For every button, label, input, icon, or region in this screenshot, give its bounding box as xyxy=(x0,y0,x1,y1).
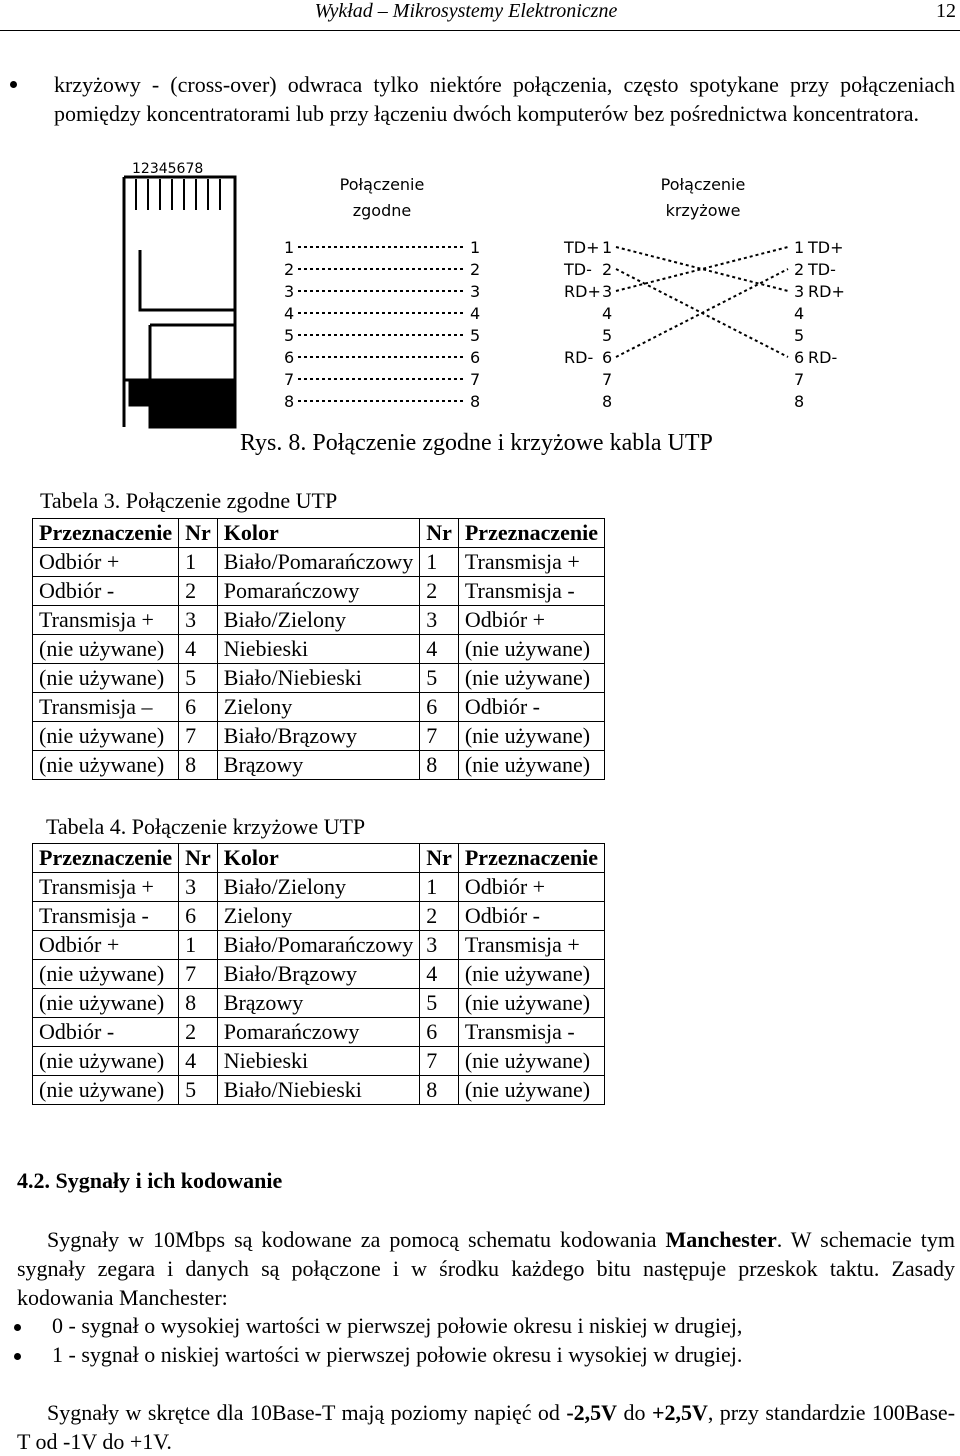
table-cell: (nie używane) xyxy=(458,989,604,1018)
table-cell: 2 xyxy=(420,902,459,931)
pin-label: 4 xyxy=(602,304,613,323)
cross-title-2: krzyżowe xyxy=(665,201,741,220)
signal-label: TD+ xyxy=(808,238,844,257)
table-cell: (nie używane) xyxy=(33,1076,179,1105)
table-row xyxy=(33,1047,605,1076)
pin-label: 5 xyxy=(602,326,613,345)
table-cell: Biało/Niebieski xyxy=(217,664,419,693)
pin-label: 1 xyxy=(794,238,805,257)
manchester-term: Manchester xyxy=(665,1227,777,1252)
table-cell: Pomarańczowy xyxy=(217,1018,419,1047)
table-cell: (nie używane) xyxy=(33,751,179,780)
pin-label: 8 xyxy=(602,392,613,411)
pin-label: 8 xyxy=(470,392,481,411)
table-cell: (nie używane) xyxy=(458,751,604,780)
table-row xyxy=(33,989,605,1018)
table-cell: 2 xyxy=(179,577,218,606)
straight-title-2: zgodne xyxy=(352,201,412,220)
table-cell: 8 xyxy=(179,989,218,1018)
table-cell: 6 xyxy=(420,1018,459,1047)
table-cell: Transmisja + xyxy=(458,931,604,960)
table-row xyxy=(33,902,605,931)
column-header: Nr xyxy=(420,519,459,548)
voltage-low: -2,5V xyxy=(566,1400,618,1425)
table-cell: 1 xyxy=(179,548,218,577)
column-header: Nr xyxy=(420,844,459,873)
table-cell: 2 xyxy=(179,1018,218,1047)
pin-label: 3 xyxy=(284,282,295,301)
table3 xyxy=(32,518,605,780)
cross-title-1: Połączenie xyxy=(660,175,746,194)
table-cell: 7 xyxy=(420,722,459,751)
table-row xyxy=(33,722,605,751)
table-cell: Transmisja + xyxy=(33,606,179,635)
table-cell: Odbiór + xyxy=(33,548,179,577)
page-header xyxy=(0,0,960,40)
paragraph-text: . W schemacie tym sygnały zegara i danych są połączone i w środku każdego bitu następuje przeskok taktu. Zasady kodowania Manchester: xyxy=(17,1227,955,1310)
pin-label: 7 xyxy=(470,370,481,389)
table-cell: Odbiór + xyxy=(33,931,179,960)
header-title: Wykład – Mikrosystemy Elektroniczne xyxy=(314,0,618,22)
table-cell: 8 xyxy=(179,751,218,780)
pin-label: 6 xyxy=(602,348,613,367)
figure-caption: Rys. 8. Połączenie zgodne i krzyżowe kabla UTP xyxy=(240,430,713,456)
section-heading: 4.2. Sygnały i ich kodowanie xyxy=(17,1168,283,1193)
pin-label: 1 xyxy=(284,238,295,257)
table-cell: Biało/Zielony xyxy=(217,873,419,902)
signal-label: RD- xyxy=(808,348,838,367)
table-cell: Odbiór - xyxy=(33,577,179,606)
straight-title-1: Połączenie xyxy=(339,175,425,194)
table-cell: (nie używane) xyxy=(33,1047,179,1076)
column-header: Przeznaczenie xyxy=(458,519,604,548)
paragraph-text: Sygnały w 10Mbps są kodowane za pomocą schematu kodowania xyxy=(47,1227,666,1252)
table-cell: 3 xyxy=(179,606,218,635)
table-cell: 6 xyxy=(420,693,459,722)
table-cell: (nie używane) xyxy=(458,635,604,664)
signal-label: TD+ xyxy=(564,238,600,257)
cross-wiring xyxy=(563,238,845,411)
table-row xyxy=(33,873,605,902)
straight-wiring xyxy=(284,238,480,411)
table-cell: 5 xyxy=(420,664,459,693)
table-cell: (nie używane) xyxy=(33,989,179,1018)
table-cell: 7 xyxy=(420,1047,459,1076)
table-header-row xyxy=(33,844,605,873)
table-cell: Biało/Brązowy xyxy=(217,722,419,751)
table-row xyxy=(33,693,605,722)
table-cell: 3 xyxy=(179,873,218,902)
intro-bullet xyxy=(10,70,955,128)
table-cell: (nie używane) xyxy=(33,722,179,751)
pin-label: 1 xyxy=(470,238,481,257)
table-cell: (nie używane) xyxy=(458,1047,604,1076)
table-cell: Transmisja + xyxy=(33,873,179,902)
pin-label: 7 xyxy=(794,370,805,389)
table-cell: Brązowy xyxy=(217,989,419,1018)
column-header: Przeznaczenie xyxy=(458,844,604,873)
pin-label: 3 xyxy=(470,282,481,301)
pin-label: 4 xyxy=(794,304,805,323)
table-cell: (nie używane) xyxy=(33,664,179,693)
column-header: Kolor xyxy=(217,519,419,548)
voltage-high: +2,5V xyxy=(651,1400,708,1425)
table-cell: Odbiór - xyxy=(33,1018,179,1047)
table-cell: 4 xyxy=(179,1047,218,1076)
table-row xyxy=(33,751,605,780)
table-cell: (nie używane) xyxy=(458,722,604,751)
table-cell: Biało/Brązowy xyxy=(217,960,419,989)
table-cell: 5 xyxy=(179,1076,218,1105)
table-cell: Odbiór - xyxy=(458,902,604,931)
table-cell: 4 xyxy=(179,635,218,664)
table3-caption: Tabela 3. Połączenie zgodne UTP xyxy=(40,488,338,513)
table-cell: Biało/Niebieski xyxy=(217,1076,419,1105)
table-row xyxy=(33,1018,605,1047)
pin-label: 8 xyxy=(284,392,295,411)
utp-figure xyxy=(110,155,850,430)
pin-label: 8 xyxy=(794,392,805,411)
table-cell: 5 xyxy=(179,664,218,693)
signal-label: RD+ xyxy=(808,282,845,301)
pin-label: 4 xyxy=(284,304,295,323)
table-cell: (nie używane) xyxy=(458,960,604,989)
encoding-bullet-1 xyxy=(14,1342,954,1368)
pin-label: 5 xyxy=(794,326,805,345)
pin-label: 4 xyxy=(470,304,481,323)
table-cell: Transmisja - xyxy=(458,1018,604,1047)
table-row xyxy=(33,606,605,635)
table-row xyxy=(33,635,605,664)
header-rule xyxy=(0,30,960,31)
table-cell: Brązowy xyxy=(217,751,419,780)
table-cell: (nie używane) xyxy=(33,635,179,664)
table-row xyxy=(33,960,605,989)
rj45-connector-icon xyxy=(124,161,235,427)
pin-label: 2 xyxy=(470,260,481,279)
bullet-dot xyxy=(14,1324,21,1331)
table-cell: Odbiór - xyxy=(458,693,604,722)
pin-label: 6 xyxy=(470,348,481,367)
encoding-bullet-0 xyxy=(14,1313,954,1339)
pin-label: 2 xyxy=(284,260,295,279)
table-cell: 7 xyxy=(179,960,218,989)
table-row xyxy=(33,664,605,693)
table-cell: Odbiór + xyxy=(458,606,604,635)
paragraph-voltage xyxy=(17,1398,955,1456)
pin-label: 3 xyxy=(794,282,805,301)
pin-label: 2 xyxy=(602,260,613,279)
table-cell: Transmisja – xyxy=(33,693,179,722)
column-header: Kolor xyxy=(217,844,419,873)
pin-label: 2 xyxy=(794,260,805,279)
paragraph-text: Sygnały w skrętce dla 10Base-T mają poziomy napięć od xyxy=(47,1400,567,1425)
table-cell: Transmisja + xyxy=(458,548,604,577)
table-cell: 8 xyxy=(420,751,459,780)
table-row xyxy=(33,931,605,960)
intro-bullet-text: krzyżowy - (cross-over) odwraca tylko niektóre połączenia, często spotykane przy połączeniach pomiędzy koncentratorami lub przy łączeniu dwóch komputerów bez pośrednictwa koncentratora. xyxy=(54,72,955,126)
pin-label: 6 xyxy=(794,348,805,367)
pin-label: 7 xyxy=(602,370,613,389)
pin-label: 5 xyxy=(284,326,295,345)
table-cell: 1 xyxy=(420,873,459,902)
column-header: Nr xyxy=(179,519,218,548)
column-header: Przeznaczenie xyxy=(33,844,179,873)
table-cell: 3 xyxy=(420,606,459,635)
table-cell: 4 xyxy=(420,635,459,664)
page-number: 12 xyxy=(936,0,956,22)
table-cell: 6 xyxy=(179,902,218,931)
table-row xyxy=(33,1076,605,1105)
table-header-row xyxy=(33,519,605,548)
table-cell: Transmisja - xyxy=(458,577,604,606)
signal-label: RD+ xyxy=(564,282,601,301)
bullet-text: 0 - sygnał o wysokiej wartości w pierwszej połowie okresu i niskiej w drugiej, xyxy=(52,1313,743,1338)
pin-label: 7 xyxy=(284,370,295,389)
table-cell: 1 xyxy=(179,931,218,960)
pin-label: 1 xyxy=(602,238,613,257)
paragraph-text: do xyxy=(617,1400,652,1425)
table4 xyxy=(32,843,605,1105)
pin-label: 6 xyxy=(284,348,295,367)
table-cell: 4 xyxy=(420,960,459,989)
signal-label: RD- xyxy=(564,348,594,367)
paragraph-manchester xyxy=(17,1225,955,1312)
pin-label: 5 xyxy=(470,326,481,345)
table-cell: (nie używane) xyxy=(458,664,604,693)
table-cell: Biało/Pomarańczowy xyxy=(217,548,419,577)
paragraph-text: , przy standardzie 100Base-T od -1V do +1V. xyxy=(17,1400,956,1454)
table-cell: 6 xyxy=(179,693,218,722)
table-cell: Niebieski xyxy=(217,1047,419,1076)
table-cell: 7 xyxy=(179,722,218,751)
table-cell: Zielony xyxy=(217,902,419,931)
column-header: Nr xyxy=(179,844,218,873)
signal-label: TD- xyxy=(808,260,836,279)
table-row xyxy=(33,577,605,606)
table-cell: Niebieski xyxy=(217,635,419,664)
pin-label: 3 xyxy=(602,282,613,301)
connector-pin-numbers: 12345678 xyxy=(132,161,204,177)
table-cell: 2 xyxy=(420,577,459,606)
bullet-dot xyxy=(14,1353,21,1360)
table-cell: Biało/Zielony xyxy=(217,606,419,635)
table-cell: Zielony xyxy=(217,693,419,722)
table-cell: (nie używane) xyxy=(458,1076,604,1105)
table-cell: Pomarańczowy xyxy=(217,577,419,606)
table-cell: Odbiór + xyxy=(458,873,604,902)
bullet-dot xyxy=(10,81,17,88)
table4-caption: Tabela 4. Połączenie krzyżowe UTP xyxy=(46,814,366,839)
table-cell: 5 xyxy=(420,989,459,1018)
bullet-text: 1 - sygnał o niskiej wartości w pierwszej połowie okresu i wysokiej w drugiej. xyxy=(52,1342,743,1367)
table-cell: (nie używane) xyxy=(33,960,179,989)
table-cell: Transmisja - xyxy=(33,902,179,931)
table-cell: 1 xyxy=(420,548,459,577)
signal-label: TD- xyxy=(564,260,592,279)
column-header: Przeznaczenie xyxy=(33,519,179,548)
table-cell: Biało/Pomarańczowy xyxy=(217,931,419,960)
table-cell: 3 xyxy=(420,931,459,960)
table-row xyxy=(33,548,605,577)
utp-wiring-diagram xyxy=(110,155,850,430)
table-cell: 8 xyxy=(420,1076,459,1105)
